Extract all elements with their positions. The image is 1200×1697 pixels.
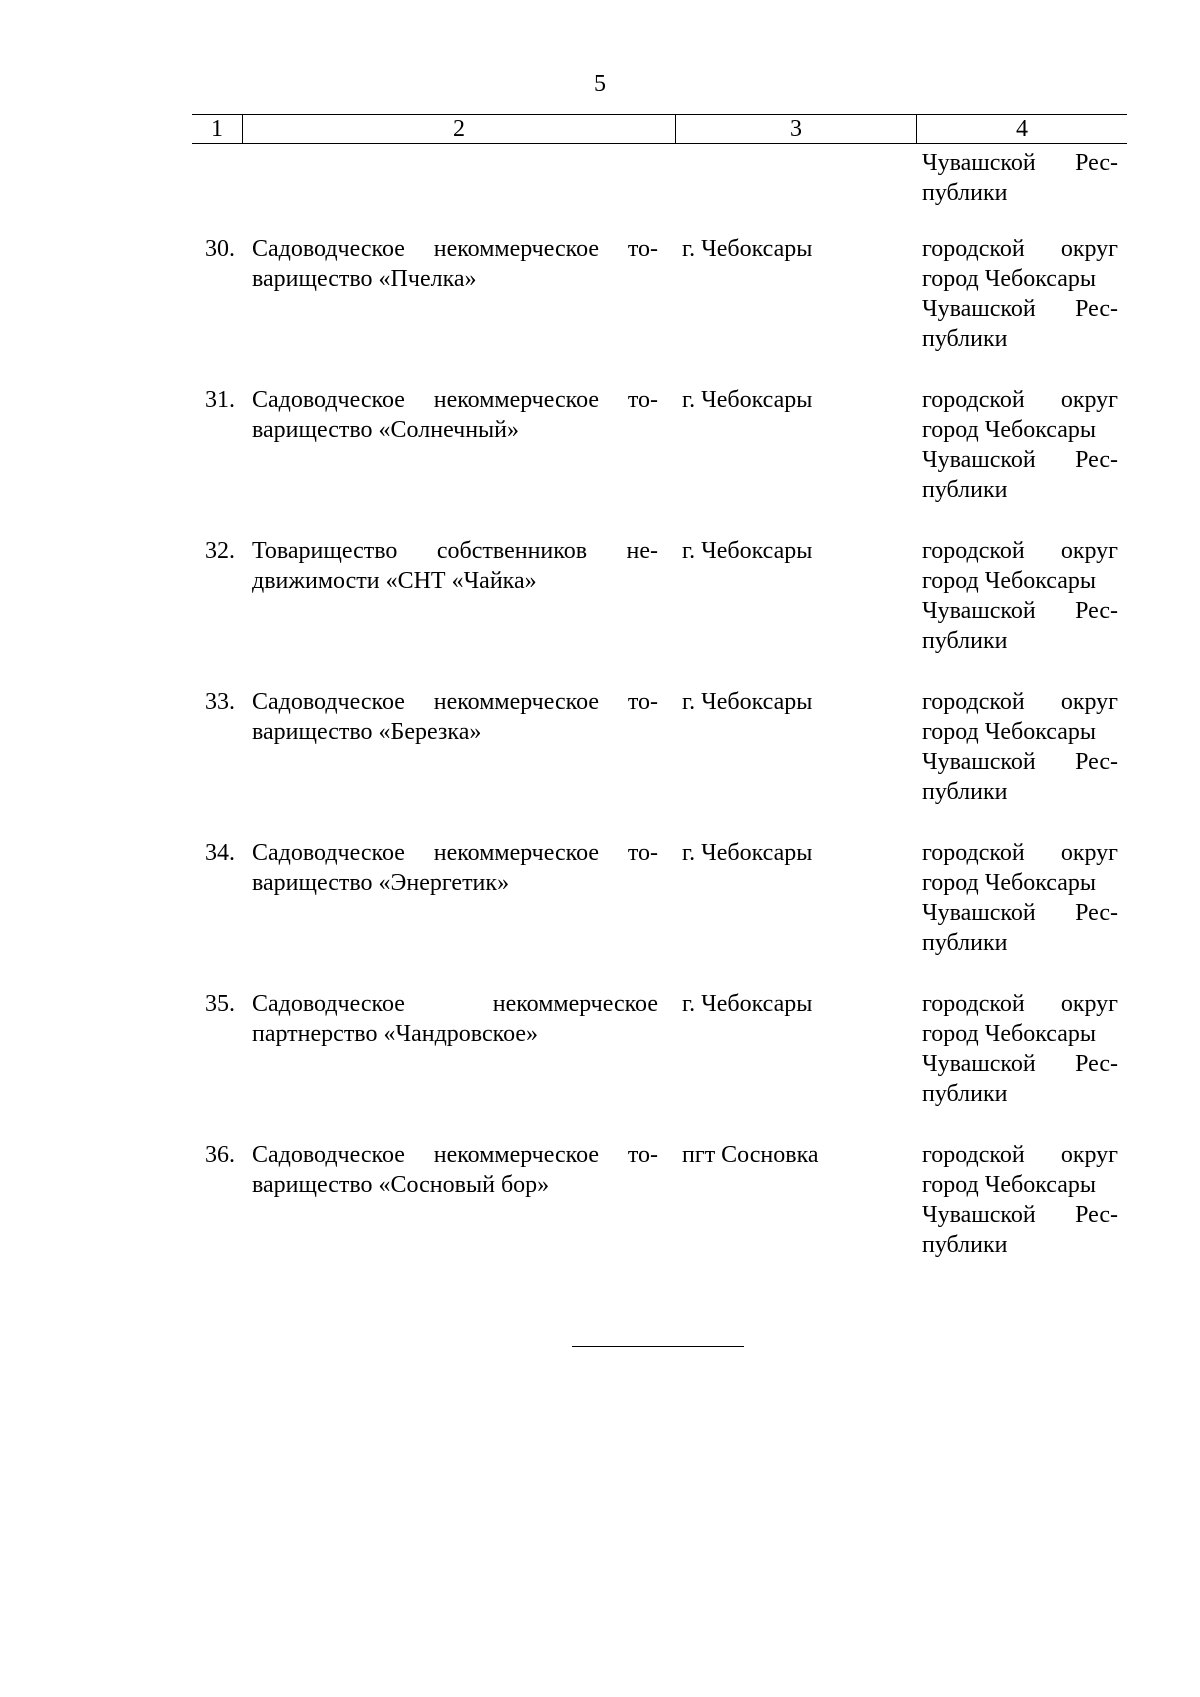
municipal-district xyxy=(922,385,1118,505)
district-line-2: город Чебоксары xyxy=(922,1021,1097,1047)
row-number: 35. xyxy=(205,991,235,1017)
district-line-1: городской округ xyxy=(922,840,1118,866)
municipal-district xyxy=(922,989,1118,1109)
municipal-district xyxy=(922,1140,1118,1260)
district-line-4: публики xyxy=(922,1232,1008,1258)
table-row xyxy=(192,838,1120,989)
district-line-3: Чувашской Рес- xyxy=(922,296,1118,322)
table-row xyxy=(192,687,1120,838)
locality: г. Чебоксары xyxy=(682,387,813,413)
locality: г. Чебоксары xyxy=(682,991,813,1017)
end-of-document-rule xyxy=(572,1346,744,1347)
column-header-3: 3 xyxy=(676,115,917,144)
table-row xyxy=(192,536,1120,687)
row-number: 32. xyxy=(205,538,235,564)
organization-name-line-1: Садоводческое некоммерческое то- xyxy=(252,840,658,866)
district-line-2: город Чебоксары xyxy=(922,1172,1097,1198)
organization-name-line-2: варищество «Энергетик» xyxy=(252,870,510,896)
table-row xyxy=(192,1140,1120,1291)
organization-name-line-1: Садоводческое некоммерческое то- xyxy=(252,236,658,262)
column-header-row xyxy=(192,115,1127,144)
row-number: 36. xyxy=(205,1142,235,1168)
locality: г. Чебоксары xyxy=(682,538,813,564)
district-line-1: городской округ xyxy=(922,387,1118,413)
district-line-3: Чувашской Рес- xyxy=(922,1051,1118,1077)
organization-name-line-1: Садоводческое некоммерческое то- xyxy=(252,1142,658,1168)
district-line-2: город Чебоксары xyxy=(922,417,1097,443)
column-header-2: 2 xyxy=(243,115,676,144)
row-number: 30. xyxy=(205,236,235,262)
organization-name xyxy=(252,838,658,898)
column-header-4: 4 xyxy=(917,115,1128,144)
organization-name xyxy=(252,234,658,294)
organization-name-line-2: варищество «Березка» xyxy=(252,719,482,745)
locality: г. Чебоксары xyxy=(682,689,813,715)
district-line-2: город Чебоксары xyxy=(922,870,1097,896)
municipal-district xyxy=(922,234,1118,354)
district-line-4: публики xyxy=(922,1081,1008,1107)
organization-name xyxy=(252,536,658,596)
district-line-4: публики xyxy=(922,930,1008,956)
district-line-3: Чувашской Рес- xyxy=(922,1202,1118,1228)
organization-name-line-2: варищество «Пчелка» xyxy=(252,266,477,292)
municipal-district xyxy=(922,536,1118,656)
municipal-district xyxy=(922,687,1118,807)
organization-name-line-2: варищество «Сосновый бор» xyxy=(252,1172,550,1198)
district-line-2: город Чебоксары xyxy=(922,568,1097,594)
organization-name-line-2: варищество «Солнечный» xyxy=(252,417,519,443)
organization-name xyxy=(252,385,658,445)
district-line-3: Чувашской Рес- xyxy=(922,749,1118,775)
table-body xyxy=(192,234,1120,1291)
carryover-line-2: публики xyxy=(922,180,1008,206)
district-line-2: город Чебоксары xyxy=(922,719,1097,745)
organization-name xyxy=(252,989,658,1049)
district-line-1: городской округ xyxy=(922,1142,1118,1168)
district-line-3: Чувашской Рес- xyxy=(922,598,1118,624)
carryover-district xyxy=(922,148,1118,208)
row-number: 34. xyxy=(205,840,235,866)
organization-name-line-2: партнерство «Чандровское» xyxy=(252,1021,539,1047)
district-line-1: городской округ xyxy=(922,991,1118,1017)
page-number: 5 xyxy=(594,71,606,97)
column-header-table xyxy=(192,114,1127,144)
district-line-1: городской округ xyxy=(922,538,1118,564)
organization-name-line-1: Садоводческое некоммерческое то- xyxy=(252,387,658,413)
district-line-4: публики xyxy=(922,326,1008,352)
column-header-1: 1 xyxy=(192,115,243,144)
locality: г. Чебоксары xyxy=(682,840,813,866)
table-row xyxy=(192,385,1120,536)
district-line-3: Чувашской Рес- xyxy=(922,900,1118,926)
row-number: 31. xyxy=(205,387,235,413)
carryover-line-1: Чувашской Рес- xyxy=(922,150,1118,176)
district-line-2: город Чебоксары xyxy=(922,266,1097,292)
district-line-3: Чувашской Рес- xyxy=(922,447,1118,473)
organization-name-line-1: Товарищество собственников не- xyxy=(252,538,658,564)
row-number: 33. xyxy=(205,689,235,715)
district-line-4: публики xyxy=(922,628,1008,654)
organization-name xyxy=(252,687,658,747)
locality: пгт Сосновка xyxy=(682,1142,819,1168)
district-line-4: публики xyxy=(922,779,1008,805)
district-line-1: городской округ xyxy=(922,689,1118,715)
table-row xyxy=(192,234,1120,385)
locality: г. Чебоксары xyxy=(682,236,813,262)
organization-name-line-1: Садоводческое некоммерческое xyxy=(252,991,658,1017)
organization-name-line-1: Садоводческое некоммерческое то- xyxy=(252,689,658,715)
municipal-district xyxy=(922,838,1118,958)
table-row xyxy=(192,989,1120,1140)
district-line-1: городской округ xyxy=(922,236,1118,262)
organization-name-line-2: движимости «СНТ «Чайка» xyxy=(252,568,537,594)
district-line-4: публики xyxy=(922,477,1008,503)
organization-name xyxy=(252,1140,658,1200)
